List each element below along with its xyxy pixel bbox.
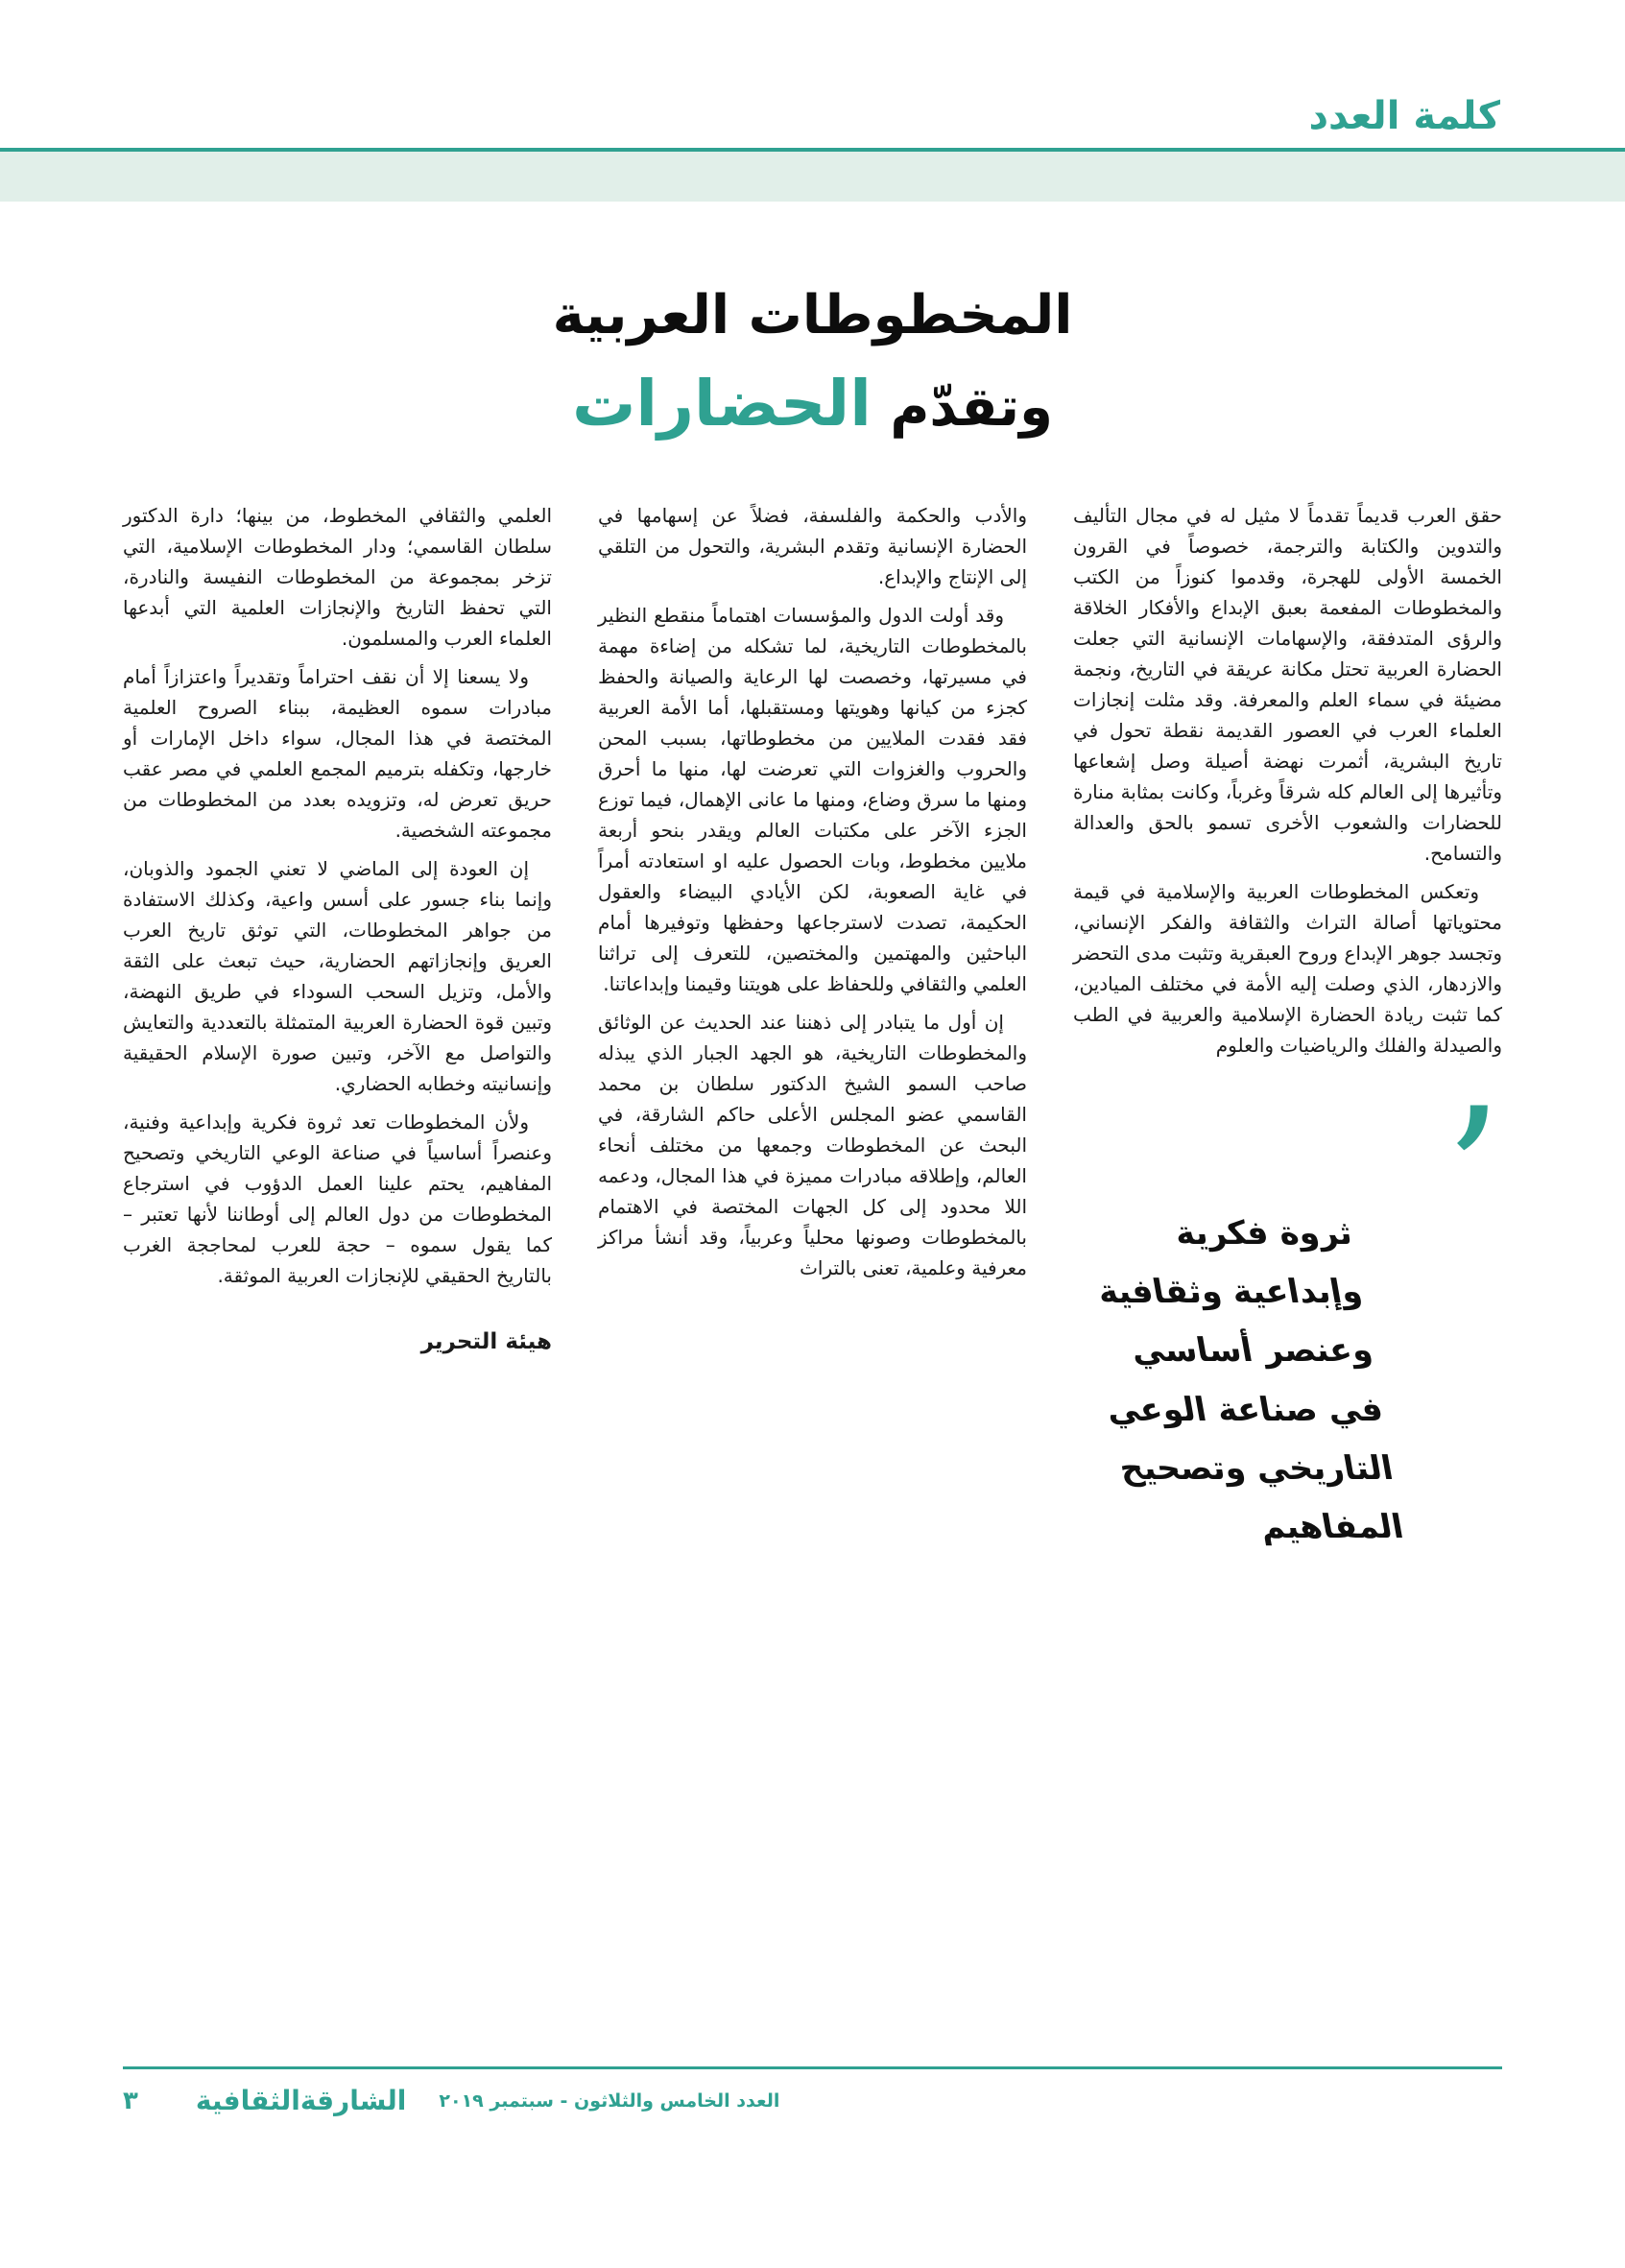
title-line-2-prefix: وتقدّم [871, 375, 1053, 439]
masthead [0, 0, 1625, 202]
paragraph: إن العودة إلى الماضي لا تعني الجمود والذوبان، وإنما بناء جسور على أسس واعية، وكذلك الاستفادة من جواهر المخطوطات، التي توثق تاريخ العرب العريق وإنجازاتهم الحضارية، حيث تبعث على الثقة والأمل، وتزيل السحب السوداء في طريق النهضة، وتبين قوة الحضارة العربية المتمثلة بالتعددية والتعايش والتواصل مع الآخر، وتبين صورة الإسلام الحقيقية وإنسانيته وخطابه الحضاري. [123, 856, 552, 1095]
column-left [123, 500, 552, 1354]
paragraph: وقد أولت الدول والمؤسسات اهتماماً منقطع النظير بالمخطوطات التاريخية، لما تشكله من إضاءة مهمة في مسيرتها، وخصصت لها الرعاية والصيانة والحفظ كجزء من كيانها وهويتها ومستقبلها، أما الأمة العربية فقد فقدت الملايين من مخطوطاتها، بسبب المحن والحروب والغزوات التي تعرضت لها، منها ما أحرق ومنها ما سرق وضاع، ومنها ما عانى الإهمال، فيما توزع الجزء الآخر على مكتبات العالم ويقدر بنحو أربعة ملايين مخطوط، وبات الحصول عليه او استعادته أمراً في غاية الصعوبة، لكن الأيادي البيضاء والعقول الحكيمة، تصدت لاسترجاعها وحفظها وتوفيرها أمام الباحثين والمهتمين والمختصين، للتعرف إلى تراثنا العلمي والثقافي وللحفاظ على هويتنا وقيمنا وإبداعاتنا. [598, 603, 1027, 995]
page-number: ٣ [123, 2086, 138, 2115]
magazine-logo: الشارقةالثقافية [195, 2085, 407, 2116]
issue-info: العدد الخامس والثلاثون - سبتمبر ٢٠١٩ [439, 2089, 780, 2112]
paragraph: إن أول ما يتبادر إلى ذهننا عند الحديث عن الوثائق والمخطوطات التاريخية، هو الجهد الجبار الذي يبذله صاحب السمو الشيخ الدكتور سلطان بن محمد القاسمي عضو المجلس الأعلى حاكم الشارقة، في البحث عن المخطوطات وجمعها من مختلف أنحاء العالم، وإطلاقه مبادرات مميزة في هذا المجال، ودعمه اللا محدود إلى كل الجهات المختصة في الاهتمام بالمخطوطات وصونها محلياً وعربياً، وقد أنشأ مراكز معرفية وعلمية، تعنى بالتراث [598, 1010, 1027, 1279]
article-title [0, 286, 1625, 441]
page-footer [123, 2066, 1502, 2116]
paragraph: ولأن المخطوطات تعد ثروة فكرية وإبداعية وفنية، وعنصراً أساسياً في صناعة الوعي التاريخي وتصحيح المفاهيم، يحتم علينا العمل الدؤوب في استرجاع المخطوطات من دول العالم إلى أوطاننا لأنها تعتبر – كما يقول سموه – حجة للعرب لمحاججة الغرب بالتاريخ الحقيقي للإنجازات العربية الموثقة. [123, 1110, 552, 1287]
paragraph: حقق العرب قديماً تقدماً لا مثيل له في مجال التأليف والتدوين والكتابة والترجمة، خصوصاً في القرون الخمسة الأولى للهجرة، وقدموا كنوزاً من الكتب والمخطوطات المفعمة بعبق الإبداع والأفكار الخلاقة والرؤى المتدفقة، والإسهامات الإنسانية التي جعلت الحضارة العربية تحتل مكانة عريقة في التاريخ، ونجمة مضيئة في سماء العلم والمعرفة. وقد مثلت إنجازات العلماء العرب في العصور القديمة نقطة تحول في تاريخ البشرية، أثمرت نهضة أصيلة وصل إشعاعها وتأثيرها إلى العالم كله شرقاً وغرباً، وكانت بمثابة منارة للحضارات والشعوب الأخرى تسمو بالحق والعدالة والتسامح. [1073, 503, 1502, 865]
paragraph: العلمي والثقافي المخطوط، من بينها؛ دارة الدكتور سلطان القاسمي؛ ودار المخطوطات الإسلامية، التي تزخر بمجموعة من المخطوطات النفيسة والنادرة، التي تحفظ التاريخ والإنجازات العلمية التي أبدعها العلماء العرب والمسلمون. [123, 503, 552, 650]
title-line-2-highlight: الحضارات [572, 366, 872, 441]
column-right [1073, 500, 1502, 1557]
pull-quote [1073, 1068, 1502, 1557]
quote-mark-icon: ’ [1444, 1068, 1502, 1281]
pull-quote-text: ثروة فكرية وإبداعية وثقافية وعنصر أساسي في صناعة الوعي التاريخي وتصحيح المفاهيم [1094, 1213, 1407, 1546]
section-label: كلمة العدد [1308, 94, 1500, 138]
article-body [0, 500, 1625, 1557]
paragraph: وتعكس المخطوطات العربية والإسلامية في قيمة محتوياتها أصالة التراث والثقافة والفكر الإنساني، وتجسد جوهر الإبداع وروح العبقرية وتثبت مدى التحضر والازدهار، الذي وصلت إليه الأمة في مختلف الميادين، كما تثبت ريادة الحضارة الإسلامية والعربية في الطب والصيدلة والفلك والرياضيات والعلوم [1073, 879, 1502, 1057]
title-line-1: المخطوطات العربية [552, 284, 1073, 346]
column-middle [598, 500, 1027, 1291]
paragraph: والأدب والحكمة والفلسفة، فضلاً عن إسهامها في الحضارة الإنسانية وتقدم البشرية، والتحول من التلقي إلى الإنتاج والإبداع. [598, 503, 1027, 588]
masthead-band [0, 152, 1625, 202]
editorial-signature: هيئة التحرير [420, 1328, 552, 1354]
title-line-2 [0, 367, 1625, 441]
paragraph: ولا يسعنا إلا أن نقف احتراماً وتقديراً واعتزازاً أمام مبادرات سموه العظيمة، ببناء الصروح العلمية المختصة في هذا المجال، سواء داخل الإمارات أو خارجها، وتكفله بترميم المجمع العلمي في مصر عقب حريق تعرض له، وتزويده بعدد من المخطوطات من مجموعته الشخصية. [123, 664, 552, 842]
